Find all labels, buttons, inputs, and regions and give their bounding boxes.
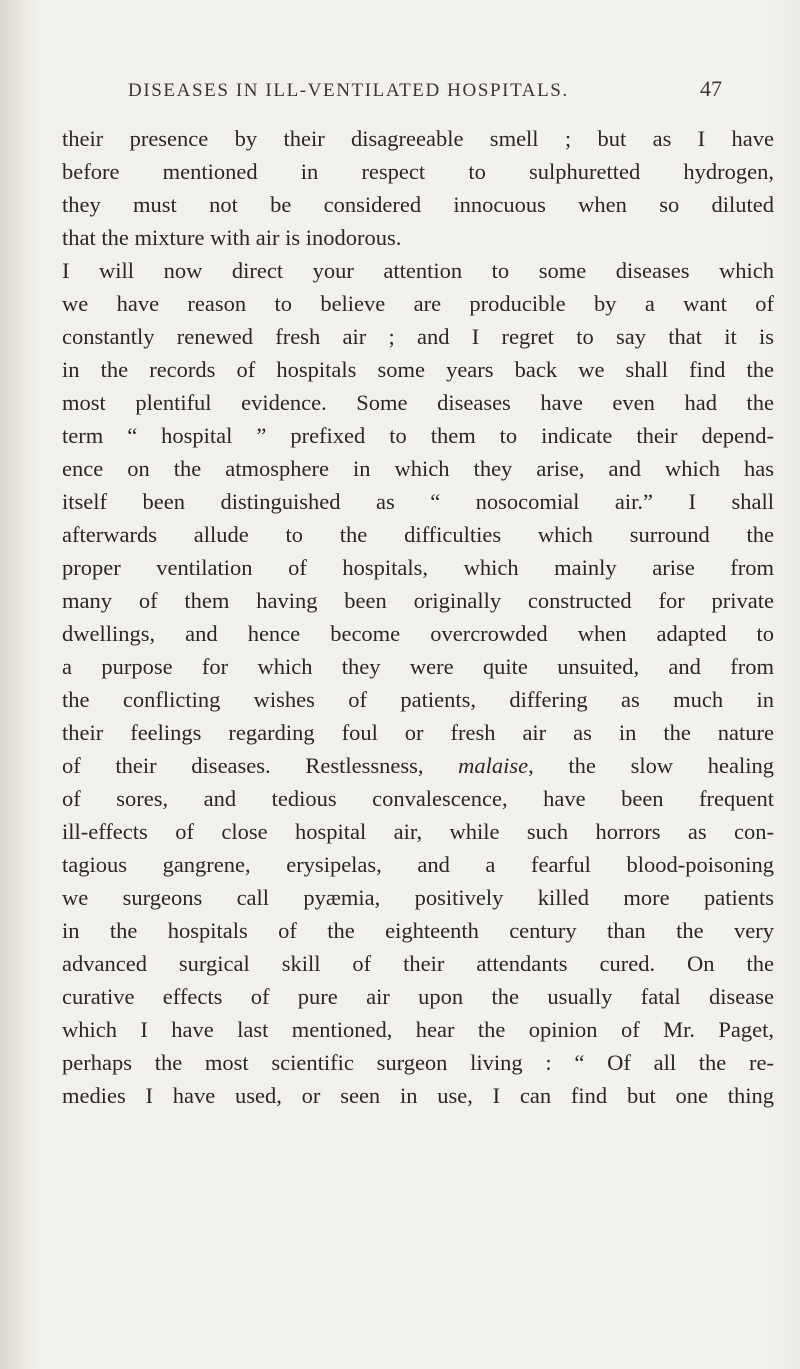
text-line: we have reason to believe are producible by a want of bbox=[62, 291, 774, 316]
page-gutter-shadow bbox=[0, 0, 22, 1369]
page-number: 47 bbox=[700, 76, 722, 101]
text-line: many of them having been originally constructed for private bbox=[62, 588, 774, 613]
text-line: itself been distinguished as “ nosocomial air.” I shall bbox=[62, 489, 774, 514]
text-line-malaise bbox=[62, 749, 774, 782]
text-line: tagious gangrene, erysipelas, and a fearful blood-poisoning bbox=[62, 852, 774, 877]
text-line: in the hospitals of the eighteenth century than the very bbox=[62, 918, 774, 943]
text-line: which I have last mentioned, hear the opinion of Mr. Paget, bbox=[62, 1017, 774, 1042]
text-line: ill-effects of close hospital air, while such horrors as con- bbox=[62, 819, 774, 844]
text-line: dwellings, and hence become overcrowded when adapted to bbox=[62, 621, 774, 646]
text-line: most plentiful evidence. Some diseases have even had the bbox=[62, 390, 774, 415]
text-line: perhaps the most scientific surgeon living : “ Of all the re- bbox=[62, 1050, 774, 1075]
text-line-sores bbox=[62, 782, 774, 815]
running-title: DISEASES IN ILL-VENTILATED HOSPITALS. bbox=[128, 80, 569, 101]
text-line: that the mixture with air is inodorous. bbox=[62, 225, 402, 250]
text-line: ence on the atmosphere in which they arise, and which has bbox=[62, 456, 774, 481]
text-line: their presence by their disagreeable smell ; but as I have bbox=[62, 126, 774, 151]
text-fragment: of bbox=[62, 786, 117, 811]
text-fragment: sores, and tedious convalescence, have been frequent bbox=[116, 786, 775, 811]
text-line: they must not be considered innocuous when so diluted bbox=[62, 192, 774, 217]
text-line: in the records of hospitals some years back we shall find the bbox=[62, 357, 774, 382]
text-line: advanced surgical skill of their attendants cured. On the bbox=[62, 951, 774, 976]
text-line: before mentioned in respect to sulphuretted hydrogen, bbox=[62, 159, 774, 184]
text-line: the conflicting wishes of patients, differing as much in bbox=[62, 687, 774, 712]
text-line: a purpose for which they were quite unsuited, and from bbox=[62, 654, 774, 679]
text-line: term “ hospital ” prefixed to them to indicate their depend- bbox=[62, 423, 774, 448]
text-line: we surgeons call pyæmia, positively killed more patients bbox=[62, 885, 774, 910]
text-line: constantly renewed fresh air ; and I regret to say that it is bbox=[62, 324, 774, 349]
text-line: I will now direct your attention to some diseases which bbox=[62, 258, 774, 283]
text-line: proper ventilation of hospitals, which mainly arise from bbox=[62, 555, 774, 580]
running-head bbox=[0, 76, 800, 110]
text-fragment: of their diseases. Restlessness, bbox=[62, 753, 424, 778]
text-line: their feelings regarding foul or fresh air as in the nature bbox=[62, 720, 774, 745]
body-text bbox=[62, 122, 774, 1112]
text-line: medies I have used, or seen in use, I can find but one thing bbox=[62, 1083, 774, 1108]
text-line: afterwards allude to the difficulties which surround the bbox=[62, 522, 774, 547]
text-line: curative effects of pure air upon the usually fatal disease bbox=[62, 984, 774, 1009]
text-fragment: , the slow healing bbox=[528, 753, 774, 778]
italic-word-malaise: malaise bbox=[458, 753, 529, 778]
